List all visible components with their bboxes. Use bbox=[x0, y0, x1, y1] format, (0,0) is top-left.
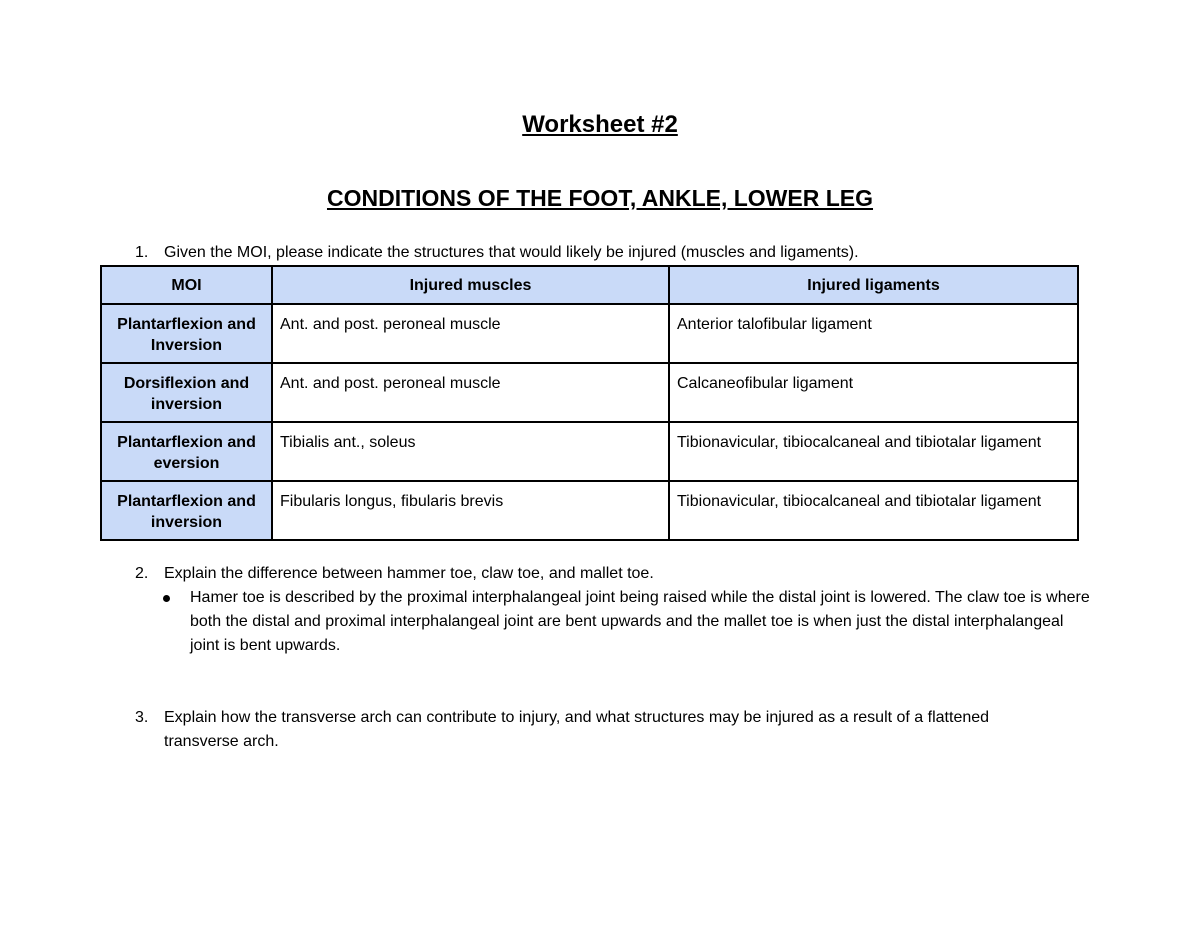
table-row bbox=[101, 481, 1078, 540]
table-row bbox=[101, 422, 1078, 481]
table-row bbox=[101, 304, 1078, 363]
moi-table bbox=[100, 265, 1079, 541]
muscles-cell: Tibialis ant., soleus bbox=[272, 422, 669, 481]
worksheet-title: Worksheet #2 bbox=[522, 111, 678, 138]
question-text: Given the MOI, please indicate the structures that would likely be injured (muscles and ligaments). bbox=[164, 244, 859, 261]
moi-cell: Plantarflexion and eversion bbox=[101, 422, 272, 481]
moi-cell: Dorsiflexion and inversion bbox=[101, 363, 272, 422]
ligaments-cell: Tibionavicular, tibiocalcaneal and tibiotalar ligament bbox=[669, 481, 1078, 540]
question-number: 3. bbox=[135, 709, 149, 726]
worksheet-subtitle: CONDITIONS OF THE FOOT, ANKLE, LOWER LEG bbox=[326, 185, 874, 211]
muscles-cell: Ant. and post. peroneal muscle bbox=[272, 363, 669, 422]
ligaments-cell: Anterior talofibular ligament bbox=[669, 304, 1078, 363]
header-moi: MOI bbox=[101, 266, 272, 304]
question-number: 2. bbox=[135, 565, 149, 582]
bullet-dot-icon bbox=[163, 595, 170, 602]
answer-text: Hamer toe is described by the proximal interphalangeal joint being raised while the distal joint is lowered. The claw toe is where both the distal and proximal interphalangeal joint are bent upwards and the mallet toe is when just the distal interphalangeal joint is bent upwards. bbox=[190, 589, 1090, 654]
muscles-cell: Ant. and post. peroneal muscle bbox=[272, 304, 669, 363]
table-row bbox=[101, 363, 1078, 422]
header-injured-ligaments: Injured ligaments bbox=[669, 266, 1078, 304]
question-text: Explain the difference between hammer toe, claw toe, and mallet toe. bbox=[164, 565, 654, 582]
question-text: Explain how the transverse arch can contribute to injury, and what structures may be injured as a result of a flattened transverse arch. bbox=[164, 709, 990, 750]
ligaments-cell: Tibionavicular, tibiocalcaneal and tibiotalar ligament bbox=[669, 422, 1078, 481]
table-header-row bbox=[101, 266, 1078, 304]
moi-cell: Plantarflexion and Inversion bbox=[101, 304, 272, 363]
muscles-cell: Fibularis longus, fibularis brevis bbox=[272, 481, 669, 540]
ligaments-cell: Calcaneofibular ligament bbox=[669, 363, 1078, 422]
question-number: 1. bbox=[135, 244, 149, 261]
header-injured-muscles: Injured muscles bbox=[272, 266, 669, 304]
moi-cell: Plantarflexion and inversion bbox=[101, 481, 272, 540]
